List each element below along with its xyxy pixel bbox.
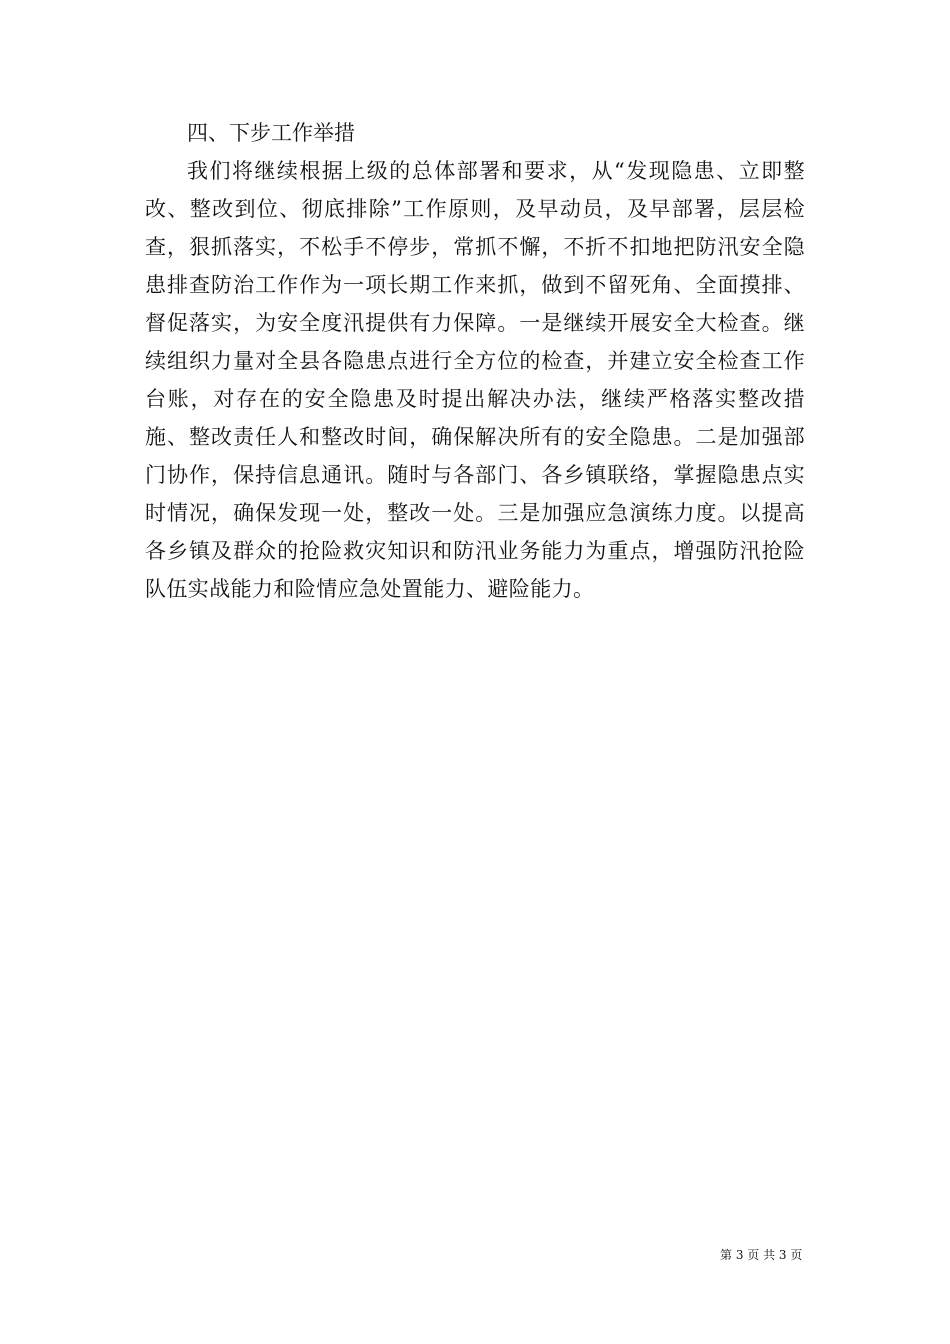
section-heading: 四、下步工作举措 xyxy=(187,121,355,145)
page-number: 第 3 页 共 3 页 xyxy=(720,1248,803,1262)
document-body xyxy=(145,114,805,608)
body-paragraph: 我们将继续根据上级的总体部署和要求，从“发现隐患、立即整改、整改到位、彻底排除”工作原则，及早动员，及早部署，层层检查，狠抓落实，不松手不停步，常抓不懈，不折不扣地把防汛安全隐患排查防治工作作为一项长期工作来抓，做到不留死角、全面摸排、督促落实，为安全度汛提供有力保障。一是继续开展安全大检查。继续组织力量对全县各隐患点进行全方位的检查，并建立安全检查工作台账，对存在的安全隐患及时提出解决办法，继续严格落实整改措施、整改责任人和整改时间，确保解决所有的安全隐患。二是加强部门协作，保持信息通讯。随时与各部门、各乡镇联络，掌握隐患点实时情况，确保发现一处，整改一处。三是加强应急演练力度。以提高各乡镇及群众的抢险救灾知识和防汛业务能力为重点，增强防汛抢险队伍实战能力和险情应急处置能力、避险能力。 xyxy=(145,159,805,601)
